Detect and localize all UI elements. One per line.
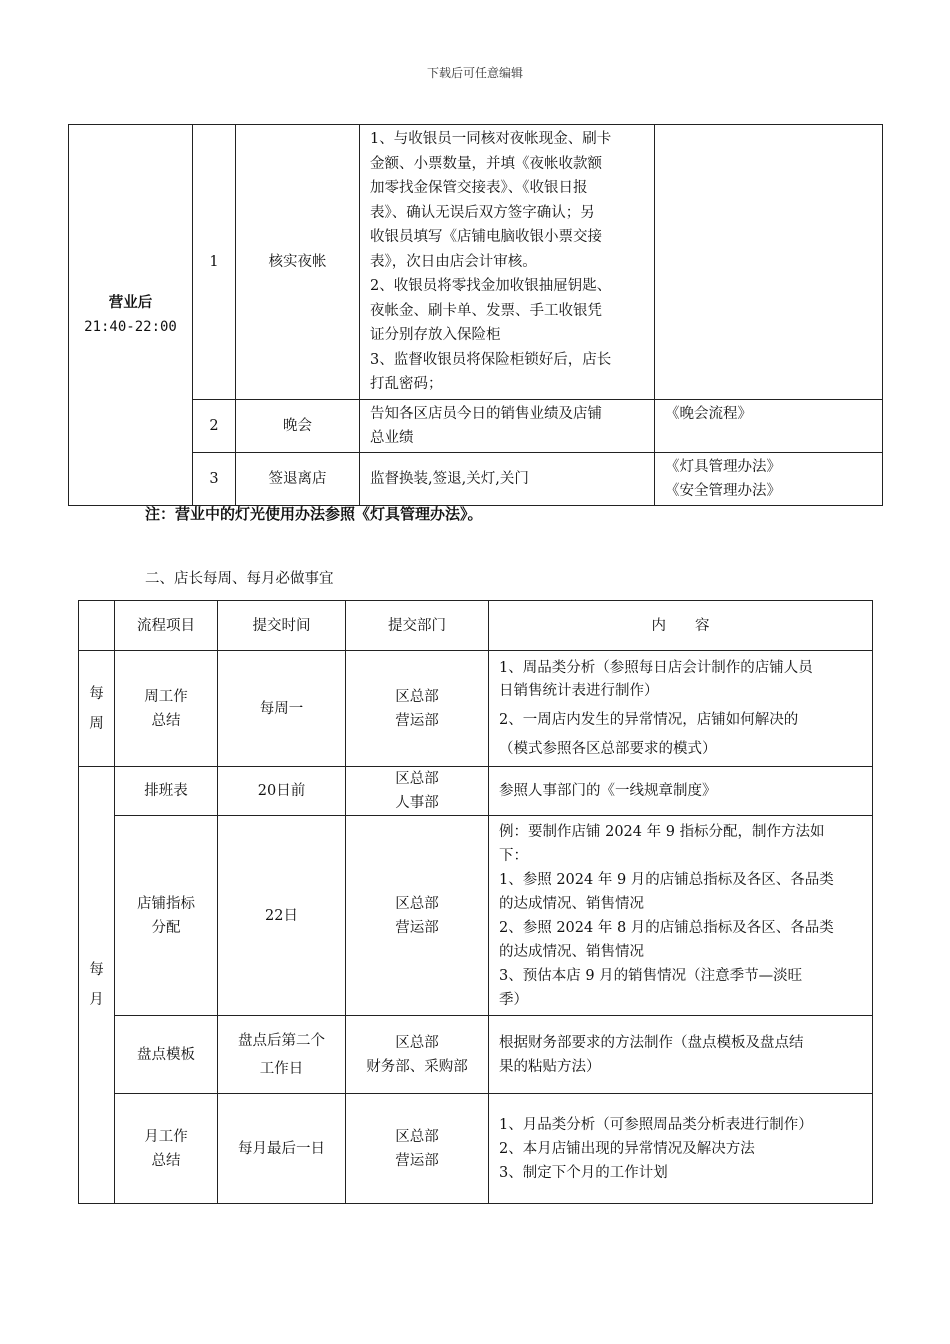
- row-item: 店铺指标 分配: [115, 816, 218, 1016]
- row-item: 晚会: [236, 400, 360, 453]
- row-dept: 区总部 营运部: [346, 1094, 489, 1204]
- row-reference: 《灯具管理办法》 《安全管理办法》: [655, 453, 883, 506]
- weekly-label: 每 周: [79, 651, 115, 767]
- header-cell: [79, 601, 115, 651]
- row-item: 周工作 总结: [115, 651, 218, 767]
- page-header: 下载后可任意编辑: [426, 66, 523, 80]
- table-header-row: [79, 601, 873, 651]
- row-content: 参照人事部门的《一线规章制度》: [489, 767, 873, 816]
- row-reference: 《晚会流程》: [655, 400, 883, 453]
- row-time: 20日前: [218, 767, 346, 816]
- row-time: 每周一: [218, 651, 346, 767]
- header-cell: 提交时间: [218, 601, 346, 651]
- period-title: 营业后: [108, 295, 153, 311]
- row-item: 盘点模板: [115, 1016, 218, 1094]
- row-content: 告知各区店员今日的销售业绩及店铺 总业绩: [360, 400, 655, 453]
- weekly-monthly-table: [78, 600, 873, 1204]
- row-time: 盘点后第二个 工作日: [218, 1016, 346, 1094]
- row-number: 1: [193, 125, 236, 400]
- note-text: 注：营业中的灯光使用办法参照《灯具管理办法》。: [145, 505, 483, 523]
- table-row: [79, 1016, 873, 1094]
- row-content: 1、周品类分析（参照每日店会计制作的店铺人员 日销售统计表进行制作） 2、一周店内发生的异常情况，店铺如何解决的 （模式参照各区总部要求的模式）: [489, 651, 873, 767]
- row-time: 每月最后一日: [218, 1094, 346, 1204]
- row-content: 1、与收银员一同核对夜帐现金、刷卡 金额、小票数量，并填《夜帐收款额 加零找金保管交接表》、《收银日报 表》、确认无误后双方签字确认；另 收银员填写《店铺电脑收银小票交接 表》，次日由店会计审核。 2、收银员将零找金加收银抽屉钥匙、 夜帐金、刷卡单、发票、手工收银凭 证分别存放入保险柜 3、监督收银员将保险柜锁好后，店长 打乱密码；: [360, 125, 655, 400]
- table-row: [79, 651, 873, 767]
- table-row: [69, 125, 883, 400]
- after-hours-table: [68, 124, 883, 506]
- table-row: [79, 1094, 873, 1204]
- period-cell: [69, 125, 193, 506]
- row-dept: 区总部 财务部、采购部: [346, 1016, 489, 1094]
- row-time: 22日: [218, 816, 346, 1016]
- row-dept: 区总部 营运部: [346, 816, 489, 1016]
- row-content: 监督换装,签退,关灯,关门: [360, 453, 655, 506]
- row-item: 排班表: [115, 767, 218, 816]
- row-item: 核实夜帐: [236, 125, 360, 400]
- row-content: 1、月品类分析（可参照周品类分析表进行制作） 2、本月店铺出现的异常情况及解决方法 3、制定下个月的工作计划: [489, 1094, 873, 1204]
- table-row: [79, 767, 873, 816]
- monthly-label: 每 月: [79, 767, 115, 1204]
- row-item: 月工作 总结: [115, 1094, 218, 1204]
- header-cell: 流程项目: [115, 601, 218, 651]
- header-cell: 内 容: [489, 601, 873, 651]
- row-number: 2: [193, 400, 236, 453]
- row-number: 3: [193, 453, 236, 506]
- row-dept: 区总部 人事部: [346, 767, 489, 816]
- header-cell: 提交部门: [346, 601, 489, 651]
- row-reference: [655, 125, 883, 400]
- period-time: 21:40-22:00: [84, 319, 177, 335]
- row-content: 例：要制作店铺 2024 年 9 指标分配，制作方法如 下： 1、参照 2024 年 9 月的店铺总指标及各区、各品类 的达成情况、销售情况 2、参照 2024 年 8 月的店铺总指标及各区、各品类 的达成情况、销售情况 3、预估本店 9 月的销售情况（注意季节—淡旺 季）: [489, 816, 873, 1016]
- table-row: [79, 816, 873, 1016]
- row-dept: 区总部 营运部: [346, 651, 489, 767]
- row-item: 签退离店: [236, 453, 360, 506]
- section-title: 二、店长每周、每月必做事宜: [145, 571, 334, 587]
- row-content: 根据财务部要求的方法制作（盘点模板及盘点结 果的粘贴方法）: [489, 1016, 873, 1094]
